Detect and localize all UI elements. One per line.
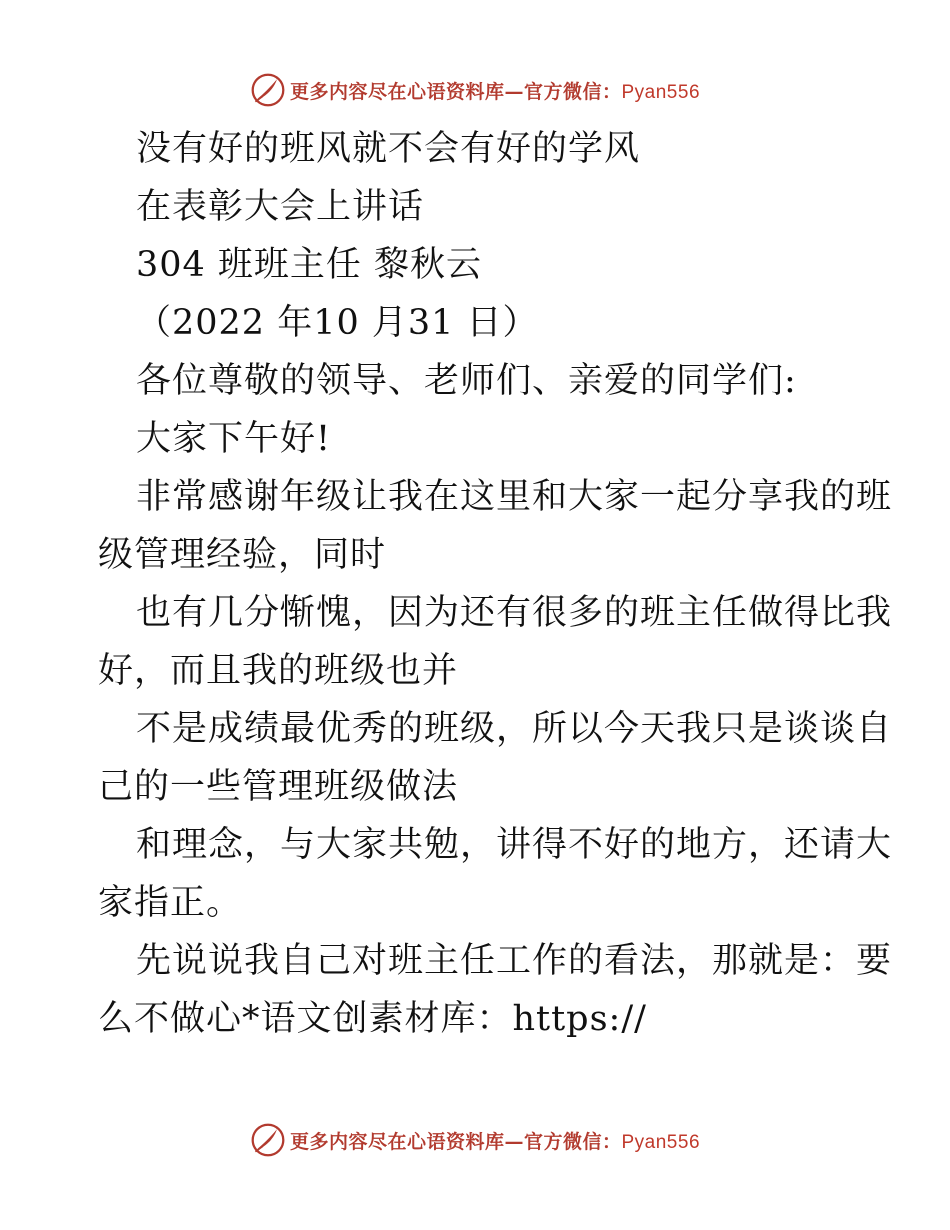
text-line: 各位尊敬的领导、老师们、亲爱的同学们: <box>136 361 797 401</box>
paragraph-lines <box>98 352 893 1048</box>
text-line: 么不做心*语文创素材库：https:// <box>98 999 647 1039</box>
document-subtitle: 在表彰大会上讲话 <box>136 187 425 227</box>
text-line: 和理念，与大家共勉，讲得不好的地方，还请大 <box>136 825 893 865</box>
text-line: 级管理经验，同时 <box>98 535 387 575</box>
document-title: 没有好的班风就不会有好的学风 <box>136 129 641 169</box>
header-banner <box>0 70 950 110</box>
banner-label: 更多内容尽在心语资料库—官方微信：Pyan556 <box>289 80 701 103</box>
quill-pen-logo-icon <box>250 72 286 108</box>
text-line: 不是成绩最优秀的班级，所以今天我只是谈谈自 <box>136 709 893 749</box>
footer-banner <box>0 1120 950 1160</box>
text-line: 己的一些管理班级做法 <box>98 767 459 807</box>
document-date: （2022 年10 月31 日） <box>136 303 539 343</box>
document-body <box>98 120 893 1048</box>
text-line: 大家下午好! <box>136 419 332 459</box>
text-line: 非常感谢年级让我在这里和大家一起分享我的班 <box>136 477 893 517</box>
text-line: 先说说我自己对班主任工作的看法，那就是：要 <box>136 941 893 981</box>
quill-pen-logo-icon <box>250 1122 286 1158</box>
banner-label: 更多内容尽在心语资料库—官方微信：Pyan556 <box>289 1130 701 1153</box>
wechat-id: Pyan556 <box>621 81 701 103</box>
document-author: 304 班班主任 黎秋云 <box>136 245 483 285</box>
text-line: 也有几分惭愧，因为还有很多的班主任做得比我 <box>136 593 893 633</box>
text-line: 好，而且我的班级也并 <box>98 651 459 691</box>
wechat-id: Pyan556 <box>621 1131 701 1153</box>
text-line: 家指正。 <box>98 883 243 923</box>
